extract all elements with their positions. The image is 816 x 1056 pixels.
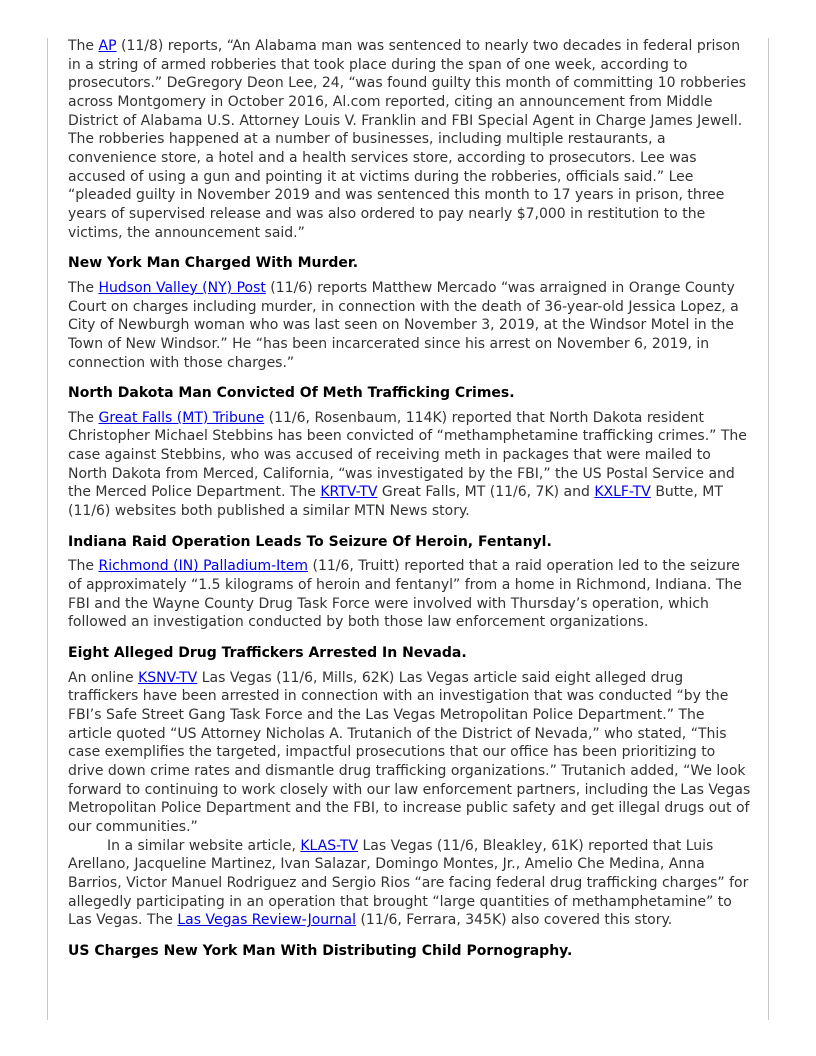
paragraph-text: (11/8) reports, “An Alabama man was sentenced to nearly two decades in federal prison in a string of armed robberies that took place during the span of one week, according to prosecutors.” DeGregory Deon Lee, 24, “was found guilty this month of committing 10 robberies across Montgomery in October 2016, Al.com reported, citing an announcement from Middle District of Alabama U.S. Attorney Louis V. Franklin and FBI Special Agent in Charge James Jewell. The robberies happened at a number of businesses, including multiple restaurants, a convenience store, a hotel and a health services store, according to prosecutors. Lee was accused of using a gun and pointing it at victims during the robberies, officials said.” Lee “pleaded guilty in November 2019 and was sentenced this month to 17 years in prison, three years of supervised release and was also ordered to pay nearly $7,000 in restitution to the victims, the announcement said.” <box>68 38 746 241</box>
article-headline: Eight Alleged Drug Traffickers Arrested In Nevada. <box>68 645 467 662</box>
article-headline: New York Man Charged With Murder. <box>68 255 359 272</box>
paragraph-text: (11/6, Ferrara, 345K) also covered this story. <box>356 912 673 929</box>
article <box>68 533 752 632</box>
source-link[interactable]: Great Falls (MT) Tribune <box>98 409 265 426</box>
paragraph-text: (11/6, Rosenbaum, 114K) reported that North Dakota resident Christopher Michael Stebbins has been convicted of “methamphetamine trafficking crimes.” The case against Stebbins, who was accused of receiving meth in packages that were mailed to North Dakota from Merced, California, “was investigated by the FBI,” the US Postal Service and the Merced Police Department. The <box>68 409 747 501</box>
article <box>68 37 752 242</box>
source-link[interactable]: Las Vegas Review-Journal <box>177 912 357 929</box>
paragraph-text: The <box>68 409 99 426</box>
article-headline: Indiana Raid Operation Leads To Seizure Of Heroin, Fentanyl. <box>68 533 552 550</box>
article-paragraph <box>68 669 752 837</box>
article <box>68 942 752 961</box>
article-paragraph <box>68 557 752 632</box>
source-link[interactable]: AP <box>98 38 117 54</box>
paragraph-text: Las Vegas (11/6, Mills, 62K) Las Vegas article said eight alleged drug traffickers have been arrested in connection with an investigation that was conducted “by the FBI’s Safe Street Gang Task Force and the Las Vegas Metropolitan Police Department.” The article quoted “US Attorney Nicholas A. Trutanich of the District of Nevada,” who stated, “This case exemplifies the targeted, impactful prosecutions that our office has been prioritizing to drive down crime rates and dismantle drug trafficking organizations.” Trutanich added, “We look forward to continuing to work closely with our law enforcement partners, including the Las Vegas Metropolitan Police Department and the FBI, to increase public safety and get illegal drugs out of our communities.” <box>68 669 751 835</box>
source-link[interactable]: KXLF-TV <box>594 484 651 501</box>
article-paragraph <box>68 279 752 372</box>
source-link[interactable]: KRTV-TV <box>320 484 378 501</box>
paragraph-text: Great Falls, MT (11/6, 7K) and <box>377 484 595 501</box>
article-paragraph <box>68 837 752 930</box>
article <box>68 254 752 372</box>
paragraph-text: Butte, MT (11/6) websites both published a similar MTN News story. <box>68 484 723 520</box>
source-link[interactable]: KLAS-TV <box>300 837 359 854</box>
paragraph-text: (11/6, Truitt) reported that a raid operation led to the seizure of approximately “1.5 kilograms of heroin and fentanyl” from a home in Richmond, Indiana. The FBI and the Wayne County Drug Task Force were involved with Thursday’s operation, which followed an investigation conducted by both those law enforcement organizations. <box>68 558 742 631</box>
paragraph-text: The <box>68 558 99 575</box>
article-paragraph <box>68 37 752 242</box>
paragraph-text: In a similar website article, <box>107 837 301 854</box>
article-headline: US Charges New York Man With Distributing Child Pornography. <box>68 942 573 959</box>
paragraph-text: Las Vegas (11/6, Bleakley, 61K) reported that Luis Arellano, Jacqueline Martinez, Ivan Salazar, Domingo Montes, Jr., Amelio Che Medina, Anna Barrios, Victor Manuel Rodriguez and Sergio Rios “are facing federal drug trafficking charges” for allegedly participating in an operation that brought “large quantities of methamphetamine” to Las Vegas. The <box>68 837 749 929</box>
source-link[interactable]: Hudson Valley (NY) Post <box>98 279 266 296</box>
paragraph-text: (11/6) reports Matthew Mercado “was arraigned in Orange County Court on charges including murder, in connection with the death of 36-year-old Jessica Lopez, a City of Newburgh woman who was last seen on November 3, 2019, at the Windsor Motel in the Town of New Windsor.” He “has been incarcerated since his arrest on November 6, 2019, in connection with those charges.” <box>68 279 739 371</box>
right-margin-rule <box>768 38 769 1020</box>
left-margin-rule <box>47 38 48 1020</box>
paragraph-text: An online <box>68 669 139 686</box>
paragraph-text: The <box>68 38 99 54</box>
source-link[interactable]: KSNV-TV <box>138 669 198 686</box>
paragraph-text: The <box>68 279 99 296</box>
article-headline: North Dakota Man Convicted Of Meth Trafficking Crimes. <box>68 385 515 402</box>
source-link[interactable]: Richmond (IN) Palladium-Item <box>98 558 309 575</box>
article <box>68 644 752 930</box>
article-paragraph <box>68 409 752 521</box>
article <box>68 384 752 521</box>
news-briefing-body <box>68 37 752 967</box>
